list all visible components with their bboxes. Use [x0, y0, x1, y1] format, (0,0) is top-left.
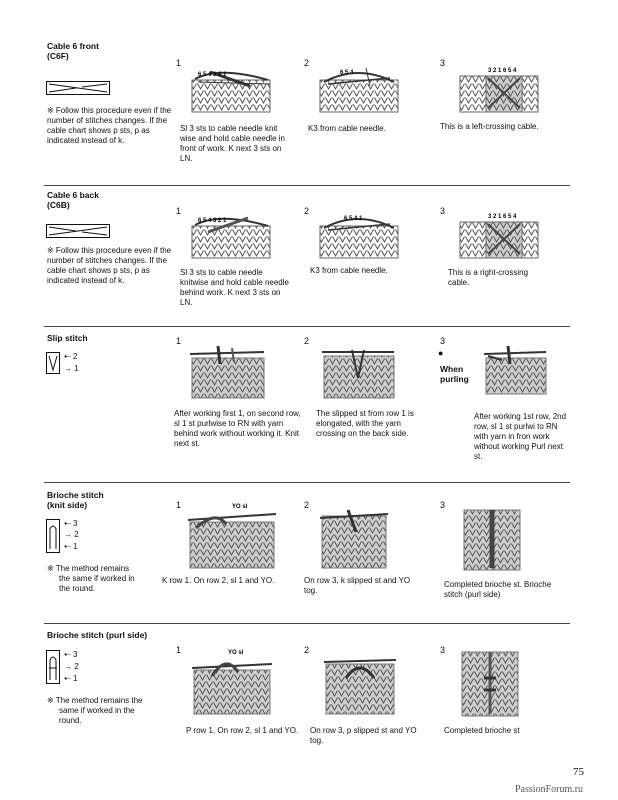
row-indicator-3: ⇠ 3	[64, 650, 78, 659]
stitch-number-labels: 3 2 1 6 5 4	[488, 214, 517, 220]
section-title-brioche-purl: Brioche stitch (purl side)	[47, 630, 148, 640]
section-divider	[44, 482, 570, 483]
step-number: 3	[440, 206, 446, 216]
step-caption: P row 1. On row 2, sl 1 and YO.	[186, 726, 299, 735]
section-note-c6f: ※ Follow this procedure even if the number of stitches changes. If the cable chart shows p sts, p as indicated instead of k.	[47, 106, 172, 145]
step-number: 2	[304, 645, 310, 655]
step-caption: This is a right-crossing cable.	[448, 268, 529, 287]
row-indicator-2: → 2	[64, 530, 79, 539]
row-indicator-1: ⇠ 1	[64, 542, 78, 551]
step-number: 2	[304, 500, 310, 510]
step-caption: On row 3, k slipped st and YO tog.	[304, 576, 411, 595]
step-number: 3	[440, 336, 446, 346]
brioche-purl-step2-illustration	[324, 648, 396, 716]
step-number: 1	[176, 206, 182, 216]
brioche-knit-step1-illustration	[186, 500, 278, 570]
slip-step3-illustration	[484, 344, 548, 396]
step-caption: K row 1. On row 2, sl 1 and YO.	[162, 576, 275, 585]
section-title-c6f: Cable 6 front (C6F)	[47, 41, 99, 61]
section-note-c6b: ※ Follow this procedure even if the number of stitches changes. If the cable chart shows p sts, p as indicated instead of k.	[47, 246, 172, 285]
brioche-purl-step1-illustration	[192, 646, 272, 716]
cable-front-step3-illustration	[458, 62, 540, 114]
section-title-brioche-knit: Brioche stitch (knit side)	[47, 490, 104, 510]
purling-label: When purling	[440, 364, 469, 384]
slip-step1-illustration	[190, 344, 266, 400]
brioche-symbol-icon	[46, 519, 60, 553]
cable-back-step3-illustration	[458, 208, 540, 260]
step-number: 2	[304, 336, 310, 346]
row-indicator-3: ⇠ 3	[64, 519, 78, 528]
cable-back-step2-illustration	[318, 208, 400, 260]
slip-step2-illustration	[322, 344, 396, 400]
step-caption: After working 1st row, 2nd row, sl 1 st purlwi to RN with yarn in fron work without working Purl next st.	[474, 412, 567, 461]
cable-front-step2-illustration	[318, 62, 400, 114]
step-number: 3	[440, 58, 446, 68]
step-caption: After working first 1, on second row, sl 1 st purlwise to RN with yarn behind work without working it. Knit next st.	[174, 409, 301, 448]
step-caption: Completed brioche st	[444, 726, 520, 735]
section-divider	[44, 326, 570, 327]
step-caption: On row 3, p slipped st and YO tog.	[310, 726, 417, 745]
step-number: 2	[304, 58, 310, 68]
stitch-number-labels: 6 5 4 3 2 1	[198, 218, 227, 224]
step-caption: Completed brioche st. Brioche stitch (purl side)	[444, 580, 552, 599]
step-number: 2	[304, 206, 310, 216]
step-caption: This is a left-crossing cable.	[440, 122, 539, 131]
cable-symbol-icon	[46, 224, 110, 238]
cable-front-step1-illustration	[190, 62, 272, 114]
stitch-number-labels: 6 5 4	[340, 70, 354, 76]
row-indicator-2: ⇠ 2	[64, 352, 78, 361]
step-number: 3	[440, 500, 446, 510]
brioche-knit-step2-illustration	[320, 506, 388, 570]
cable-back-step1-illustration	[190, 208, 272, 260]
step-number: 1	[176, 336, 182, 346]
section-note-brioche-knit: ※ The method remains the same if worked in the round.	[47, 564, 135, 593]
yo-sl-labels: YO sl	[228, 650, 244, 656]
cable-symbol-icon	[46, 81, 110, 95]
step-number: 3	[440, 645, 446, 655]
section-divider	[44, 623, 570, 624]
watermark: PassionForum.ru	[515, 784, 584, 795]
step-caption: The slipped st from row 1 is elongated, with the yarn crossing on the back side.	[316, 409, 414, 438]
step-caption: Sl 3 sts to cable needle knitwise and hold cable needle behind work. K next 3 sts on LN.	[180, 268, 289, 307]
yo-sl-labels: YO sl	[232, 504, 248, 510]
bullet-icon: ●	[438, 348, 444, 358]
section-divider	[44, 185, 570, 186]
brioche-knit-step3-illustration	[462, 508, 522, 572]
section-note-brioche-purl: ※ The method remains the same if worked in the round.	[47, 696, 143, 725]
step-number: 1	[176, 500, 182, 510]
step-caption: Sl 3 sts to cable needle knit wise and hold cable needle in front of work. K next 3 sts on LN.	[180, 124, 285, 163]
brioche-purl-step3-illustration	[460, 650, 520, 718]
row-indicator-1: → 1	[64, 364, 79, 373]
step-caption: K3 from cable needle.	[308, 124, 386, 133]
stitch-number-labels: 6 5 4 1	[344, 216, 363, 222]
row-indicator-1: ⇠ 1	[64, 674, 78, 683]
step-caption: K3 from cable needle.	[310, 266, 388, 275]
slip-stitch-symbol-icon	[46, 352, 60, 374]
stitch-number-labels: 6 5 4 3 2 1	[198, 72, 227, 78]
step-number: 1	[176, 58, 182, 68]
brioche-purl-symbol-icon	[46, 650, 60, 684]
row-indicator-2: → 2	[64, 662, 79, 671]
section-title-c6b: Cable 6 back (C6B)	[47, 190, 99, 210]
stitch-number-labels: 3 2 1 6 5 4	[488, 68, 517, 74]
page-number: 75	[573, 766, 584, 778]
section-title-slip: Slip stitch	[47, 333, 88, 343]
step-number: 1	[176, 645, 182, 655]
